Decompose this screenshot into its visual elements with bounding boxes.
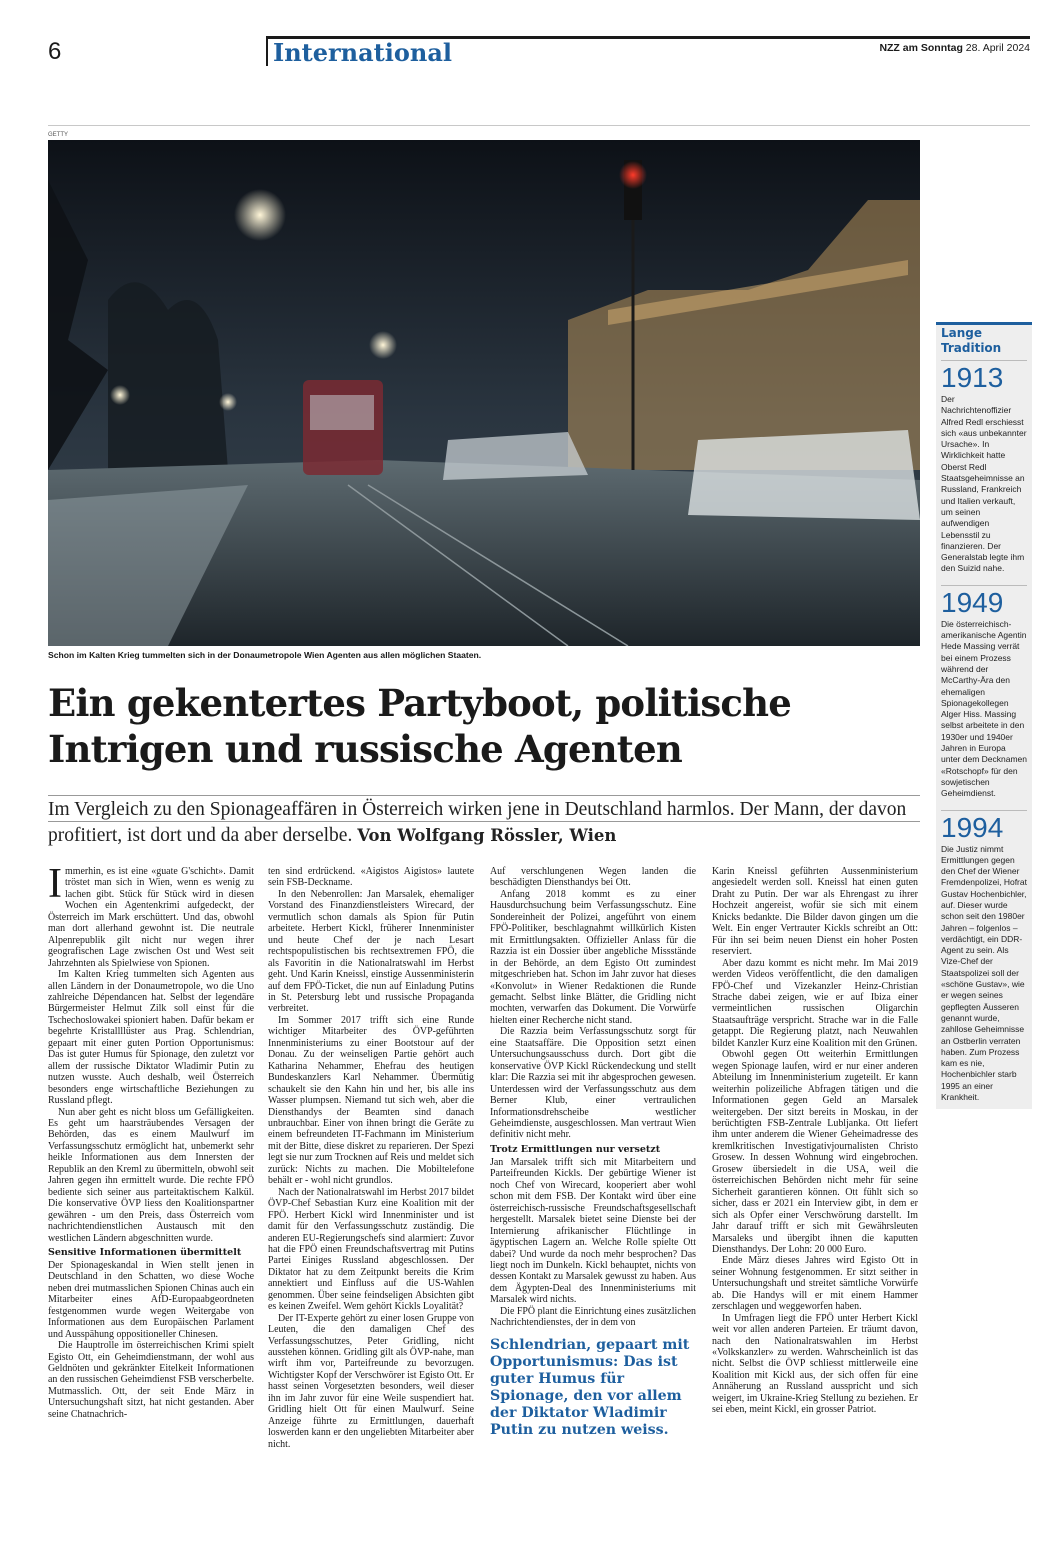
article-paragraph: Auf verschlungenen Wegen landen die beschädigten Diensthandys bei Ott.	[490, 866, 696, 889]
pull-quote: Schlendrian, gepaart mit Opportunismus: Das ist guter Humus für Spionage, den vor allem der Diktator Wladimir Putin zu nutzen weiss.	[490, 1336, 690, 1438]
section-title: International	[273, 38, 453, 67]
lead-paragraph	[48, 797, 920, 849]
photo-caption: Schon im Kalten Krieg tummelten sich in der Donaumetropole Wien Agenten aus allen möglichen Staaten.	[48, 650, 482, 660]
header-divider	[266, 38, 268, 66]
masthead-date	[879, 42, 1030, 54]
article-paragraph: Karin Kneissl geführten Aussenministerium angesiedelt werden soll. Kneissl hat einen guten Draht zu Putin. Der war als Ehrengast zu ihrer Hochzeit angereist, wofür sie sich mit einem Knicks bedankte. Die Bilder davon gingen um die Welt. Ein enger Vertrauter Kickls schreibt an Ott: Für ihn sei beim neuen Dienst ein hoher Posten reserviert.	[712, 866, 918, 958]
article-paragraph: Die Hauptrolle im österreichischen Krimi spielt Egisto Ott, ein Geheimdienstmann, der wohl aus Geldnöten und gekränkter Eitelkeit Informationen an den russischen Geheimdienst FSB verscherbelte. Mutmasslich. Ott, der seit Ende März in Untersuchungshaft sitzt, hat nicht gestanden. Aber seine Chatnachrich-	[48, 1340, 254, 1420]
night-street-image	[48, 140, 920, 646]
headline-line-2: Intrigen und russische Agenten	[48, 727, 682, 771]
headline-line-1: Ein gekentertes Partyboot, politische	[48, 681, 791, 725]
article-paragraph: Im Sommer 2017 trifft sich eine Runde wichtiger Mitarbeiter des ÖVP-geführten Innenministeriums zu einer Bootstour auf der Donau. Zu der weinseligen Partie gehört auch Katharina Nehammer, Ehefrau des heutigen Bundeskanzlers Karl Nehammer. Übermütig schaukelt sie den Kahn hin und her, bis alle ins Wasser plumpsen. Niemand tut sich weh, aber die Diensthandys der Beamten sind danach unbrauchbar. Einer von ihnen bringt die Geräte zu einem befreundeten IT-Fachmann im Ministerium mit der Bitte, diese diskret zu reparieren. Der Spezi legt sie nur zum Trocknen auf Reis und meldet sich zurück: Nichts zu machen. Die Mobiltelefone behält er - wohl nicht grundlos.	[268, 1014, 474, 1187]
sidebar-text: Die österreichisch-amerikanische Agentin Hede Massing verrät bei einem Prozess während der McCarthy-Ära den ehemaligen Spionagekollegen Alger Hiss. Massing selbst arbeitete in den 1930er und 1940er Jahren in Europa unter dem Decknamen «Rotschopf» für den sowjetischen Geheimdienst.	[941, 618, 1027, 799]
article-paragraph: Der IT-Experte gehört zu einer losen Gruppe von Leuten, die den damaligen Chef des Verfassungsschutzes, Peter Gridling, nicht ausstehen können. Gridling gilt als ÖVP-nahe, man wirft ihm vor, Parteifreunde zu bevorzugen. Wichtigster Kopf der Verschwörer ist Egisto Ott. Er hasst seinen Vorgesetzten besonders, weil dieser ihn im Jahr zuvor für eine Weile suspendiert hat. Gridling hielt Ott für einen Maulwurf. Seine Anzeige führte zu Ermittlungen, dauerhaft loswerden kann er den ungeliebten Mitarbeiter aber nicht.	[268, 1312, 474, 1450]
article-paragraph: ten sind erdrückend. «Aigistos Aigistos» lautete sein FSB-Deckname.	[268, 866, 474, 889]
article-paragraph: Die FPÖ plant die Einrichtung eines zusätzlichen Nachrichtendienstes, der in dem von	[490, 1305, 696, 1329]
article-paragraph: Im Kalten Krieg tummelten sich Agenten aus allen Ländern in der Donaumetropole, wo die Uno zahlreiche Dépendancen hat. Selbst der legendäre Bürgermeister Helmut Zilk soll einst für die Tschechoslowakei spioniert haben. Dafür bekam er begehrte Kristallllüster aus Prag. Schlendrian, gepaart mit einer guten Portion Opportunismus: Das ist guter Humus für Spionage, den zuletzt vor allem der russische Diktator Wladimir Putin zu nutzen wusste. Auch deshalb, weil Österreich besonders enge wirtschaftliche Beziehungen zu Russland pflegt.	[48, 969, 254, 1107]
page-number: 6	[48, 38, 62, 65]
article-paragraph: Jan Marsalek trifft sich mit Mitarbeitern und Parteifreunden Kickls. Der gebürtige Wiener ist noch Chef von Wirecard, kooperiert aber wohl schon mit dem FSB. Der Kontakt wird über eine österreichisch-russische Freundschaftsgesellschaft hergestellt. Marsalek bietet seine Dienste bei der Internierung afrikanischer Flüchtlinge in ägyptischen Lagern an. Welche Rolle spielte Ott dabei? Und wurde da noch mehr besprochen? Das liegt noch im Dunkeln. Kickl behauptet, nichts von dessen Kontakt zu Marsalek gewusst zu haben. Aus dem Ägypten-Deal des Innenministeriums mit Marsalek wird nichts.	[490, 1156, 696, 1306]
subheading: Sensitive Informationen übermittelt	[48, 1246, 242, 1258]
sidebar-title: Lange Tradition	[941, 326, 1002, 355]
article-paragraph: Der Spionageskandal in Wien stellt jenen in Deutschland in den Schatten, wo diese Woche neben drei mutmasslichen Spionen Chinas auch ein Mitarbeiter eines AfD-Europaabgeordneten festgenommen wurde wegen Weitergabe von Informationen aus dem Europäischen Parlament und Ausspähung oppositioneller Chinesen.	[48, 1259, 254, 1340]
column-3	[490, 866, 696, 1439]
sidebar-text: Der Nachrichtenoffizier Alfred Redl erschiesst sich «aus unbekannter Ursache». In Wirklichkeit hatte Oberst Redl Staatsgeheimnisse an Russland, Frankreich und Italien verkauft, um seinen aufwendigen Lebensstil zu finanzieren. Der Generalstab legte ihm den Suizid nahe.	[941, 394, 1027, 574]
sidebar-year: 1994	[941, 810, 1027, 843]
lead-rule-top	[48, 795, 920, 796]
sidebar-box	[936, 322, 1032, 1109]
paper-name: NZZ am Sonntag	[879, 42, 963, 54]
article-paragraph: Nun aber geht es nicht bloss um Gefälligkeiten. Es geht um haarsträubendes Versagen der Behörden, das es einem Maulwurf im Verfassungsschutz ermöglicht hat, unbemerkt sehr heikle Informationen aus dem Innersten der Republik an den Kreml zu übermitteln, obwohl seit Jahren gegen ihn ermittelt wurde. Die rechte FPÖ bediente sich seiner aus parteitaktischem Kalkül. Die konservative ÖVP liess den Koalitionspartner gewähren - um den Preis, dass Österreich vom nachrichtendienstlichen Austausch mit den westlichen Ländern abgeschnitten wurde.	[48, 1106, 254, 1244]
article-paragraph: Ende März dieses Jahres wird Egisto Ott in seiner Wohnung festgenommen. Er sitzt seither in Untersuchungshaft und streitet sämtliche Vorwürfe ab. Die Handys will er mit einem Hammer zerschlagen und weggeworfen haben.	[712, 1255, 918, 1313]
article-paragraph: Anfang 2018 kommt es zu einer Hausdurchsuchung beim Verfassungsschutz. Eine Sondereinheit der Polizei, angeführt von einem FPÖ-Politiker, beschlagnahmt willkürlich Kisten mit Ermittlungsakten. Offizieller Anlass für die Razzia ist ein Dossier über angebliche Missstände in der Behörde, an dem Egisto Ott zumindest mitgeschrieben hat. Schon im Jahr zuvor hat dieses «Konvolut» in Wiener Redaktionen die Runde gemacht. Selbst linke Blätter, die Gridling nicht mochten, verwarfen das Dokument. Die Vorwürfe hielten einer Recherche nicht stand.	[490, 888, 696, 1026]
article-paragraph: In Umfragen liegt die FPÖ unter Herbert Kickl weit vor allen anderen Parteien. Er träumt davon, nach den Nationalratswahlen im Herbst «Volkskanzler» zu werden. Wahrscheinlich ist das nicht. Selbst die ÖVP schliesst mittlerweile eine Koalition mit Kickl aus, der sich offen für eine Annäherung an Russland ausspricht und sich weigert, im Ukraine-Krieg Stellung zu beziehen. Er sei eben, meint Kickl, ein grosser Patriot.	[712, 1312, 918, 1416]
subheading: Trotz Ermittlungen nur versetzt	[490, 1143, 661, 1155]
article-paragraph: Immerhin, es ist eine «guate G'schicht». Damit tröstet man sich in Wien, wenn es wenig zu lachen gibt. Stück für Stück wird in diesen Wochen ein Agentenkrimi aufgedeckt, der Österreich im Mark erschüttert. Und das, obwohl man dort allerhand gewohnt ist. Die neutrale Alpenrepublik gilt nicht nur wegen ihrer geografischen Lage zwischen Ost und West seit Jahrzehnten als Spielwiese von Spionen.	[48, 861, 254, 969]
article-paragraph: Nach der Nationalratswahl im Herbst 2017 bildet ÖVP-Chef Sebastian Kurz eine Koalition mit der FPÖ. Herbert Kickl wird Innenminister und ist damit für den Verfassungsschutz zuständig. Die anderen EU-Regierungschefs sind alarmiert: Zuvor hat die FPÖ einen Freundschaftsvertrag mit Putins Partei Einiges Russland abgeschlossen. Der Diktator hat zu dem Zeitpunkt bereits die Krim annektiert und Einfluss auf die US-Wahlen genommen. Über seine feindseligen Absichten gibt es keinen Zweifel. Wem gehört Kickls Loyalität?	[268, 1186, 474, 1313]
sidebar-year: 1913	[941, 360, 1027, 393]
sidebar-text: Die Justiz nimmt Ermittlungen gegen den Chef der Wiener Fremdenpolizei, Hofrat Gustav Hochenbichler, auf. Dieser wurde schon seit den 1980er Jahren – folgenlos – verdächtigt, ein DDR-Agent zu sein. Als Vize-Chef der Staatspolizei soll der «schöne Gustav», wie er wegen seines gepflegten Äusseren genannt wurde, zahllose Geheimnisse an Ostberlin verraten haben. Zum Prozess kam es nie, Hochenbichler starb 1995 an einer Krankheit.	[941, 843, 1027, 1103]
byline: Von Wolfgang Rössler, Wien	[357, 826, 617, 845]
column-1	[48, 861, 254, 1420]
article-paragraph: Aber dazu kommt es nicht mehr. Im Mai 2019 werden Videos veröffentlicht, die den damaligen FPÖ-Chef und Vizekanzler Heinz-Christian Strache dabei zeigen, wie er auf Ibiza einer vermeintlichen russischen Oligarchin Staatsaufträge verspricht. Strache war in die Falle getappt. Die Regierung platzt, nach Neuwahlen bildet Kanzler Kurz eine Koalition mit den Grünen.	[712, 957, 918, 1049]
issue-date: 28. April 2024	[965, 42, 1030, 54]
column-2	[268, 866, 474, 1450]
article-paragraph: Obwohl gegen Ott weiterhin Ermittlungen wegen Spionage laufen, wird er nur einer anderen Abteilung im Innenministerium zugeteilt. Er kann weiterhin polizeiliche Abfragen tätigen und die Informationen gegen Geld an Marsalek weitergeben. Der sitzt bereits in Moskau, in der berüchtigten FSB-Zentrale Lubljanka. Ott liefert ihm unter anderem die Wiener Geheimadresse des kremlkritischen Investigativjournalisten Christo Grosew. In dessen Wohnung wird eingebrochen. Grosew übersiedelt in die USA, weil die österreichischen Behörden nicht mehr für seine Sicherheit garantieren können. Ott fühlt sich so sicher, dass er 2021 ein Interview gibt, in dem er sich als Opfer einer Verschwörung darstellt. Im Jahr darauf trifft er sich mit Gewährsleuten Marsaleks und übergibt ihnen die kaputten Diensthandys. Der Lohn: 20 000 Euro.	[712, 1049, 918, 1255]
article-paragraph: Die Razzia beim Verfassungsschutz sorgt für eine Staatsaffäre. Die Opposition setzt einen Untersuchungsausschuss durch. Dort gibt die konservative ÖVP Kickl Rückendeckung und stellt klar: Die Razzia sei mit ihr abgesprochen gewesen. Unterdessen wird der Verfassungsschutz aus dem Berner Klub, einer vertraulichen Informationsdrehscheibe westlicher Geheimdienste, ausgeschlossen. Man vertraut Wien definitiv nicht mehr.	[490, 1026, 696, 1141]
photo-credit: GETTY	[48, 132, 69, 138]
sidebar-year: 1949	[941, 585, 1027, 618]
article-paragraph: In den Nebenrollen: Jan Marsalek, ehemaliger Vorstand des Finanzdienstleisters Wirecard, der vermutlich schon damals als Spion für Putin arbeitete. Herbert Kickl, früherer Innenminister und heute Chef der je nach Lesart rechtspopulistischen bis rechtsextremen FPÖ, die als Favoritin in die Nationalratswahl im Herbst geht. Und Karin Kneissl, einstige Aussenministerin auf dem FPÖ-Ticket, die nun auf Einladung Putins in St. Petersburg lebt und russische Propaganda verbreitet.	[268, 888, 474, 1015]
header-thin-rule	[48, 125, 1030, 126]
drop-cap: I	[48, 861, 62, 907]
lead-text: Im Vergleich zu den Spionageaffären in Österreich wirken jene in Deutschland harmlos. Der Mann, der davon profitiert, ist dort und da aber derselbe.	[48, 799, 907, 846]
headline	[48, 680, 920, 772]
lead-photo	[48, 140, 920, 646]
column-4	[712, 866, 918, 1416]
sidebar-accent-rule	[936, 322, 1032, 325]
